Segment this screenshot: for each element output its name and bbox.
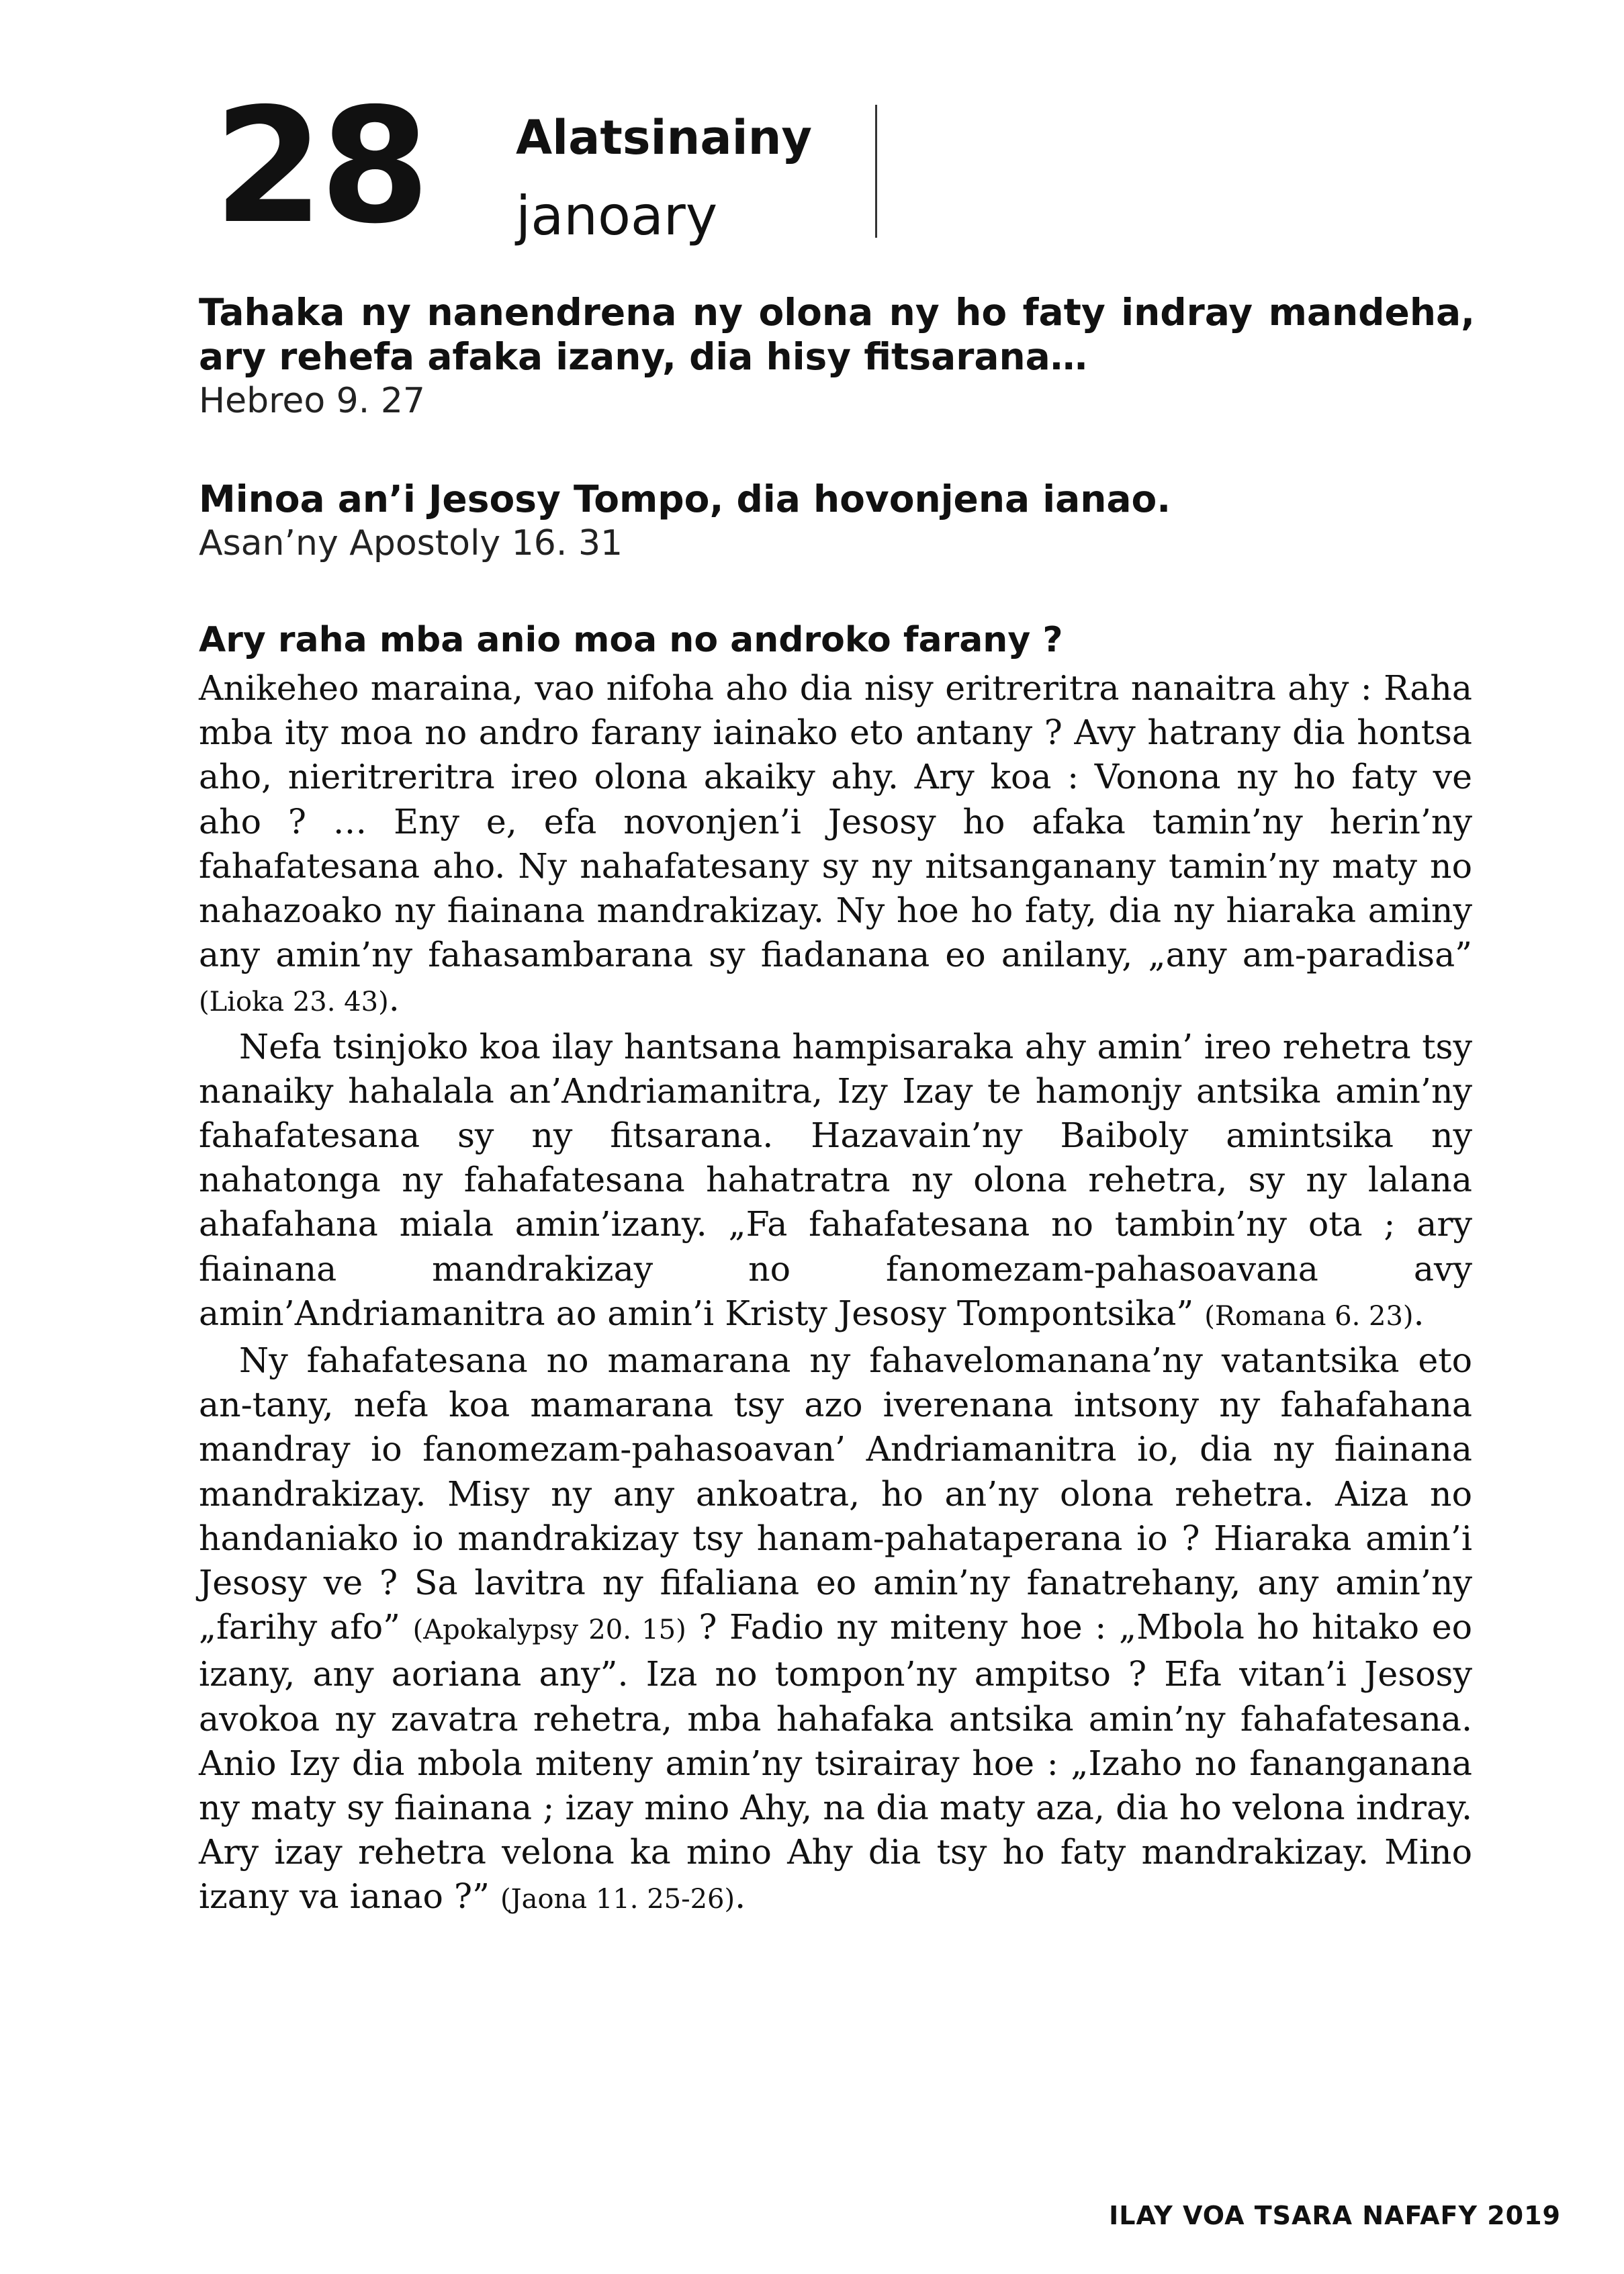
verse-block-2 [199, 477, 1475, 565]
verse-reference: Asan’ny Apostoly 16. 31 [199, 523, 623, 563]
scripture-reference: (Jaona 11. 25-26) [500, 1884, 735, 1915]
article-paragraph [199, 666, 1472, 1025]
verse-text: Tahaka ny nanendrena ny olona ny ho faty indray mandeha, ary rehefa afaka izany, dia hisy fitsarana… [199, 291, 1475, 378]
day-number: 28 [214, 74, 426, 259]
article-paragraph [199, 1338, 1472, 1922]
verse-block-1 [199, 290, 1475, 423]
paragraph-text: Anikeheo maraina, vao nifoha aho dia nisy eritreritra nanaitra ahy : Raha mba ity moa no andro farany iainako eto antany ? Avy hatrany dia hontsa aho, nieritreritra ireo olona akaiky ahy. Ary koa : Vonona ny ho faty ve aho ? … Eny e, efa novonjen’i Jesosy ho afaka tamin’ny herin’ny fahafatesana aho. Ny nahafatesany sy ny nitsanganany tamin’ny maty no nahazoako ny fiainana mandrakizay. Ny hoe ho faty, dia ny hiaraka aminy any amin’ny fahasambarana sy fiadanana eo anilany, „any am-paradisa” [199, 668, 1472, 975]
paragraph-text: Ny fahafatesana no mamarana ny fahavelomanana’ny vatantsika eto an-tany, nefa koa mamarana tsy azo iverenana intsony ny fahafahana mandray io fanomezam-pahasoavan’ Andriamanitra io, dia ny fiainana mandrakizay. Misy ny any ankoatra, ho an’ny olona rehetra. Aiza no handaniako io mandrakizay tsy hanam-pahataperana io ? Hiaraka amin’i Jesosy ve ? Sa lavitra ny fifaliana eo amin’ny fanatrehany, any amin’ny „farihy afo” [199, 1340, 1472, 1647]
scripture-reference: (Romana 6. 23) [1204, 1300, 1414, 1332]
paragraph-text: Nefa tsinjoko koa ilay hantsana hampisaraka ahy amin’ ireo rehetra tsy nanaiky hahalala an’Andriamanitra, Izy Izay te hamonjy antsika amin’ny fahafatesana sy ny fitsarana. Hazavain’ny Baiboly amintsika ny nahatonga ny fahafatesana hahatratra ny olona rehetra, sy ny lalana ahafahana miala amin’izany. „Fa fahafatesana no tambin’ny ota ; ary fiainana mandrakizay no fanomezam-pahasoavana avy amin’Andriamanitra ao amin’i Kristy Jesosy Tompontsika” [199, 1026, 1472, 1333]
weekday: Alatsinainy [516, 110, 813, 165]
header-divider [875, 105, 877, 238]
scripture-reference: (Apokalypsy 20. 15) [412, 1614, 686, 1646]
verse-reference: Hebreo 9. 27 [199, 381, 425, 421]
article-title: Ary raha mba anio moa no androko farany ? [199, 620, 1063, 660]
article-body [199, 666, 1472, 1922]
paragraph-tail: . [735, 1876, 746, 1917]
month: janoary [516, 185, 718, 247]
paragraph-tail: . [388, 979, 400, 1019]
publication-footer: ILAY VOA TSARA NAFAFY 2019 [1109, 2201, 1561, 2230]
verse-text: Minoa an’i Jesosy Tompo, dia hovonjena ianao. [199, 477, 1171, 520]
paragraph-tail: . [1413, 1293, 1425, 1333]
paragraph-tail: ? Fadio ny miteny hoe : „Mbola ho hitako eo izany, any aoriana any”. Iza no tompon’ny ampitso ? Efa vitan’i Jesosy avokoa ny zavatra rehetra, mba hahafaka antsika amin’ny fahafatesana. Anio Izy dia mbola miteny amin’ny tsirairay hoe : „Izaho no fananganana ny maty sy fiainana ; izay mino Ahy, na dia maty aza, dia ho velona indray. Ary izay rehetra velona ka mino Ahy dia tsy ho faty mandrakizay. Mino izany va ianao ?” [199, 1607, 1472, 1917]
scripture-reference: (Lioka 23. 43) [199, 987, 389, 1018]
article-paragraph [199, 1025, 1472, 1338]
article [199, 617, 1472, 1922]
